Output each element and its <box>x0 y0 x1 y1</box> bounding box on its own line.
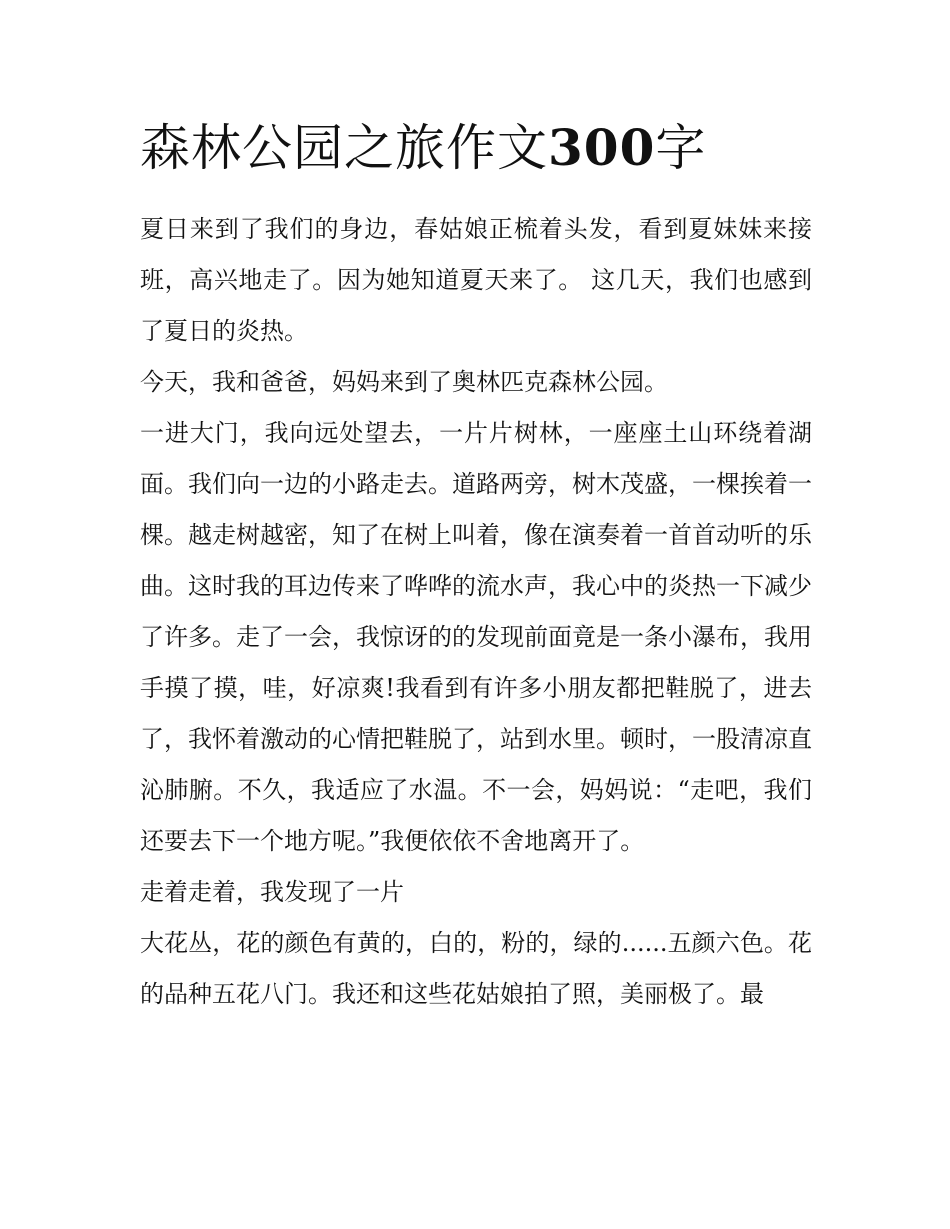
paragraph-3: 一进大门，我向远处望去，一片片树林，一座座土山环绕着湖面。我们向一边的小路走去。道路两旁，树木茂盛，一棵挨着一棵。越走树越密，知了在树上叫着，像在演奏着一首首动听的乐曲。这时我的耳边传来了哗哗的流水声，我心中的炎热一下减少了许多。走了一会，我惊讶的的发现前面竟是一条小瀑布，我用手摸了摸，哇，好凉爽!我看到有许多小朋友都把鞋脱了，进去了，我怀着激动的心情把鞋脱了，站到水里。顿时，一股清凉直沁肺腑。不久，我适应了水温。不一会，妈妈说：“走吧，我们还要去下一个地方呢。”我便依依不舍地离开了。 <box>140 419 812 855</box>
document-body <box>140 204 812 1020</box>
paragraph-1: 夏日来到了我们的身边，春姑娘正梳着头发，看到夏妹妹来接班，高兴地走了。因为她知道夏天来了。 这几天，我们也感到了夏日的炎热。 <box>140 215 812 345</box>
paragraph-5: 大花丛，花的颜色有黄的，白的，粉的，绿的......五颜六色。花的品种五花八门。我还和这些花姑娘拍了照，美丽极了。最 <box>140 929 812 1008</box>
document-title <box>140 116 812 180</box>
document-page <box>140 116 812 1020</box>
title-suffix: 字 <box>655 119 707 177</box>
title-text: 森林公园之旅作文 <box>140 119 548 177</box>
paragraph-4: 走着走着，我发现了一片 <box>140 878 404 906</box>
paragraph-2: 今天，我和爸爸，妈妈来到了奥林匹克森林公园。 <box>140 368 668 396</box>
title-number: 300 <box>548 118 656 177</box>
